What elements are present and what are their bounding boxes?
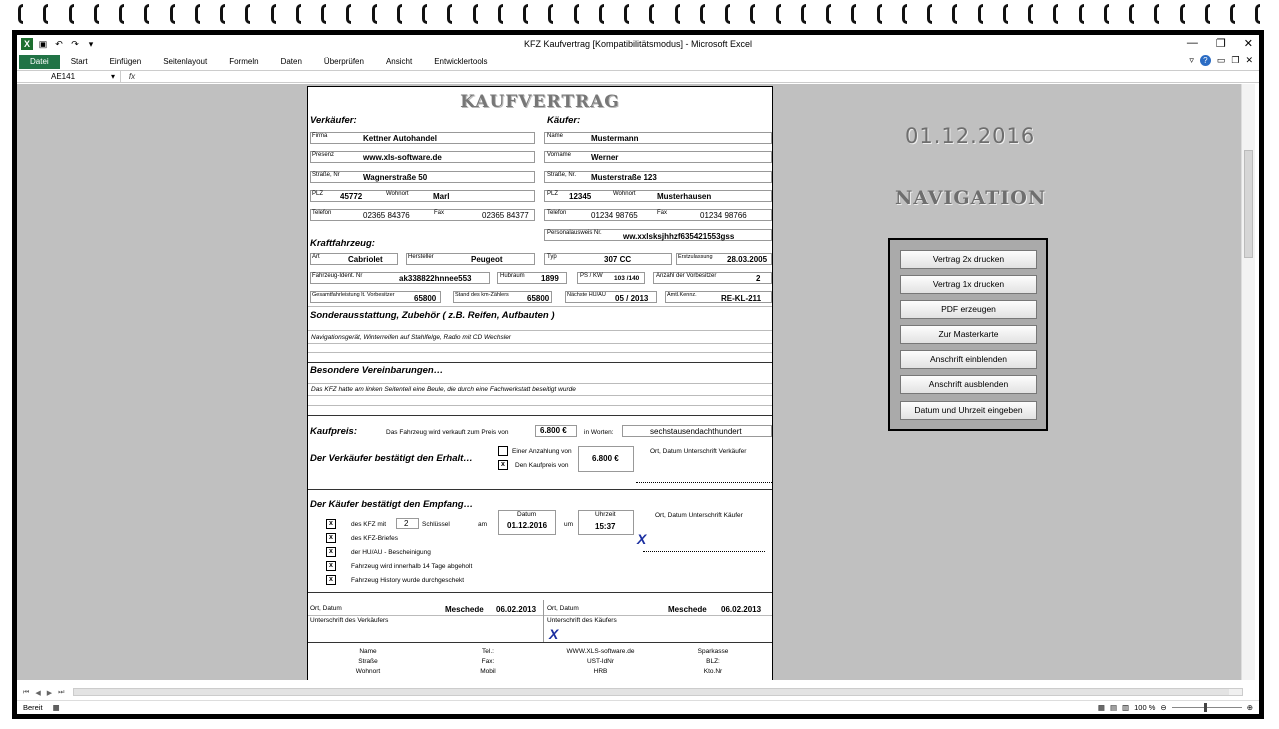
- seller-telefon: 02365 84376: [363, 211, 410, 220]
- excel-icon[interactable]: X: [21, 38, 33, 50]
- help-icon[interactable]: ?: [1200, 55, 1211, 66]
- first-sheet-icon[interactable]: ⏮: [23, 689, 30, 696]
- footer-col4-1: Sparkasse: [697, 648, 729, 655]
- buyer-signature-x: X: [637, 531, 647, 547]
- tab-formeln[interactable]: Formeln: [229, 57, 259, 66]
- kennz-value: RE-KL-211: [721, 294, 762, 303]
- vorbesitzer-value: 2: [756, 274, 761, 283]
- zoom-slider[interactable]: [1172, 707, 1242, 708]
- wb-close-icon[interactable]: ✕: [1245, 55, 1253, 65]
- title-bar: [17, 35, 1259, 55]
- hu-label: Nächste HU/AU: [567, 292, 606, 298]
- seller-wohnort-label: Wohnort: [386, 191, 409, 197]
- erstzulassung-label: Erstzulassung: [678, 254, 713, 260]
- buyer-name: Mustermann: [591, 134, 639, 143]
- seller-telefon-label: Telefon: [312, 210, 332, 216]
- footer-col1-2: Straße: [358, 658, 378, 665]
- page-layout-icon[interactable]: ▤: [1109, 703, 1118, 712]
- wb-minimize-icon[interactable]: ▭: [1216, 55, 1226, 65]
- formula-input[interactable]: [143, 71, 1259, 82]
- item-checkbox-3[interactable]: x: [326, 547, 336, 557]
- status-ready: Bereit: [23, 703, 43, 712]
- seller-ort-datum-label: Ort, Datum: [310, 605, 342, 612]
- buyer-name-label: Name: [547, 133, 564, 139]
- prev-sheet-icon[interactable]: ◀: [35, 690, 41, 697]
- gesamtfahrleistung-label: Gesamtfahrleistung lt. Vorbesitzer: [312, 292, 395, 298]
- ribbon-tabs: [17, 55, 1259, 69]
- status-area: [17, 686, 1259, 714]
- km-label: Stand des km-Zählers: [455, 292, 509, 298]
- footer-col2-2: Fax:: [481, 658, 495, 665]
- undo-icon[interactable]: ↶: [55, 39, 63, 49]
- hide-address-button[interactable]: Anschrift ausblenden: [900, 375, 1037, 394]
- in-words-value: sechstausendachthundert: [650, 427, 742, 436]
- tab-daten[interactable]: Daten: [280, 57, 302, 66]
- wb-restore-icon[interactable]: ❐: [1231, 55, 1240, 65]
- master-card-button[interactable]: Zur Masterkarte: [900, 325, 1037, 344]
- enter-datetime-button[interactable]: Datum und Uhrzeit eingeben: [900, 401, 1037, 420]
- uhrzeit-label: Uhrzeit: [595, 511, 616, 518]
- keys-label: Schlüssel: [422, 521, 450, 528]
- price-text: Das Fahrzeug wird verkauft zum Preis von: [386, 429, 509, 436]
- buyer-name-cell[interactable]: [544, 132, 772, 144]
- navigation-panel: [888, 238, 1048, 431]
- create-pdf-button[interactable]: PDF erzeugen: [900, 300, 1037, 319]
- buyer-wohnort: Musterhausen: [657, 192, 712, 201]
- buyer-ort-datum-label: Ort, Datum: [547, 605, 579, 612]
- save-icon[interactable]: ▣: [38, 39, 48, 49]
- uhrzeit-value: 15:37: [595, 522, 616, 531]
- art-label: Art: [312, 254, 320, 260]
- buyer-heading: Käufer:: [547, 115, 581, 126]
- buyer-ausweis: ww.xxlsksjhhzf635421553gss: [623, 232, 735, 241]
- next-sheet-icon[interactable]: ▶: [46, 690, 53, 697]
- item-checkbox-2[interactable]: x: [326, 533, 336, 543]
- tab-seitenlayout[interactable]: Seitenlayout: [163, 57, 208, 66]
- seller-signature-label: Ort, Datum Unterschrift Verkäufer: [650, 448, 747, 455]
- vertical-scroll-thumb[interactable]: [1244, 150, 1253, 258]
- show-address-button[interactable]: Anschrift einblenden: [900, 350, 1037, 369]
- buyer-receipt-heading: Der Käufer bestätigt den Empfang…: [310, 499, 474, 510]
- footer-col4-2: BLZ:: [706, 658, 720, 665]
- seller-strasse: Wagnerstraße 50: [363, 173, 428, 182]
- current-date: 01.12.2016: [905, 124, 1036, 148]
- footer-col4-3: Kto.Nr: [703, 668, 723, 675]
- buyer-ausweis-label: Personalausweis Nr.: [547, 230, 602, 236]
- in-words-label: in Worten:: [584, 429, 614, 436]
- seller-date: 06.02.2013: [496, 605, 537, 614]
- item-label-4: Fahrzeug wird innerhalb 14 Tage abgeholt: [351, 563, 473, 570]
- item-label-3: der HU/AU - Bescheinigung: [351, 549, 431, 556]
- last-sheet-icon[interactable]: ⏭: [58, 689, 65, 696]
- customize-qat-icon[interactable]: ▾: [88, 39, 94, 49]
- buyer-vorname-label: Vorname: [547, 152, 572, 158]
- horizontal-scroll-thumb[interactable]: [74, 689, 1229, 695]
- buyer-strasse: Musterstraße 123: [591, 173, 657, 182]
- tab-ansicht[interactable]: Ansicht: [385, 57, 413, 66]
- fx-icon[interactable]: fx: [128, 72, 136, 81]
- footer-col2-1: Tel.:: [482, 648, 494, 655]
- page-break-icon[interactable]: ▥: [1122, 703, 1130, 712]
- vertical-scrollbar[interactable]: [1241, 84, 1255, 680]
- datum-label: Datum: [517, 511, 537, 518]
- footer-col3-1: WWW.XLS-software.de: [566, 648, 635, 655]
- buyer-vorname: Werner: [591, 153, 619, 162]
- footer-col1-1: Name: [359, 648, 377, 655]
- buyer-date: 06.02.2013: [721, 605, 762, 614]
- anzahlung-checkbox[interactable]: [498, 446, 508, 456]
- seller-heading: Verkäufer:: [310, 115, 357, 126]
- zoom-control: [1098, 703, 1253, 712]
- buyer-fax-label: Fax: [657, 210, 668, 216]
- item-checkbox-5[interactable]: x: [326, 575, 336, 585]
- print-once-button[interactable]: Vertrag 1x drucken: [900, 275, 1037, 294]
- hersteller-label: Hersteller: [408, 254, 434, 260]
- item-label-1: des KFZ mit: [351, 521, 387, 528]
- normal-view-icon[interactable]: ▦: [1097, 703, 1105, 712]
- item-label-2: des KFZ-Briefes: [351, 535, 398, 542]
- buyer-fax: 01234 98766: [700, 211, 747, 220]
- seller-plz: 45772: [340, 192, 363, 201]
- hubraum-label: Hubraum: [500, 273, 525, 279]
- footer-col1-3: Wohnort: [355, 668, 381, 675]
- hubraum-value: 1899: [541, 274, 559, 283]
- kaufpreis-label: Den Kaufpreis von: [515, 462, 569, 469]
- seller-strasse-label: Straße, Nr: [312, 172, 340, 178]
- item-checkbox-1[interactable]: x: [326, 519, 336, 529]
- seller-fax-label: Fax: [434, 210, 445, 216]
- seller-place: Meschede: [445, 605, 484, 614]
- seller-presenz-label: Presenz: [312, 152, 335, 158]
- redo-icon[interactable]: ↷: [71, 39, 79, 49]
- price-heading: Kaufpreis:: [310, 426, 357, 437]
- restore-icon[interactable]: ❐: [1215, 38, 1226, 50]
- art-value: Cabriolet: [348, 255, 383, 264]
- typ-value: 307 CC: [604, 255, 632, 264]
- excel-window: [12, 30, 1264, 719]
- navigation-title: NAVIGATION: [895, 187, 1047, 209]
- tab-ueberpruefen[interactable]: Überprüfen: [323, 57, 364, 66]
- window-title: KFZ Kaufvertrag [Kompatibilitätsmodus] - Microsoft Excel: [523, 39, 753, 49]
- buyer-plz-label: PLZ: [547, 191, 559, 197]
- keys-count: 2: [404, 519, 409, 528]
- seller-sig-label: Unterschrift des Verkäufers: [310, 617, 389, 624]
- extras-text: Navigationsgerät, Winterreifen auf Stahlfelge, Radio mit CD Wechsler: [311, 334, 511, 341]
- formula-bar: [17, 70, 1259, 83]
- tab-datei[interactable]: Datei: [19, 55, 60, 69]
- am-label: am: [478, 521, 488, 528]
- anzahlung-label: Einer Anzahlung von: [512, 448, 572, 455]
- item-checkbox-4[interactable]: x: [326, 561, 336, 571]
- ident-value: ak338822hnnee553: [399, 274, 472, 283]
- spiral-binding: [0, 0, 1279, 26]
- ident-label: Fahrzeug-Ident. Nr: [312, 273, 363, 279]
- tab-einfuegen[interactable]: Einfügen: [109, 57, 142, 66]
- gesamtfahrleistung-value: 65800: [414, 294, 437, 303]
- zoom-in-icon[interactable]: ⊕: [1246, 703, 1253, 712]
- ps-label: PS / KW: [580, 273, 603, 279]
- km-value: 65800: [527, 294, 550, 303]
- seller-fax: 02365 84377: [482, 211, 529, 220]
- tab-start[interactable]: Start: [70, 57, 88, 66]
- buyer-telefon-label: Telefon: [547, 210, 567, 216]
- horizontal-scrollbar[interactable]: [73, 688, 1243, 696]
- agreements-heading: Besondere Vereinbarungen…: [310, 365, 444, 376]
- macro-record-icon[interactable]: ▦: [52, 703, 60, 712]
- vorbesitzer-label: Anzahl der Vorbesitzer: [656, 273, 717, 279]
- buyer-strasse-cell[interactable]: [544, 171, 772, 183]
- seller-plz-label: PLZ: [312, 191, 324, 197]
- buyer-place: Meschede: [668, 605, 707, 614]
- item-label-5: Fahrzeug History wurde durchgeschekt: [351, 577, 465, 584]
- ps-value: 103 /140: [614, 275, 640, 282]
- contract-sheet: [307, 86, 773, 680]
- name-box[interactable]: AE141 ▾: [17, 71, 121, 82]
- print-twice-button[interactable]: Vertrag 2x drucken: [900, 250, 1037, 269]
- zoom-out-icon[interactable]: ⊖: [1160, 703, 1167, 712]
- kennz-label: Amtl.Kennz.: [667, 292, 697, 298]
- tab-entwicklertools[interactable]: Entwicklertools: [434, 57, 488, 66]
- buyer-wohnort-label: Wohnort: [613, 191, 636, 197]
- buyer-final-signature-x: X: [549, 626, 559, 642]
- buyer-signature-line: [643, 551, 765, 552]
- agreements-text: Das KFZ hatte am linken Seitenteil eine Beule, die durch eine Fachwerkstatt beseitigt wurde: [311, 386, 576, 393]
- erstzulassung-value: 28.03.2005: [727, 255, 768, 264]
- zoom-level[interactable]: 100 %: [1134, 703, 1156, 712]
- um-label: um: [564, 521, 574, 528]
- buyer-signature-label: Ort, Datum Unterschrift Käufer: [655, 512, 743, 519]
- contract-title: KAUFVERTRAG: [460, 92, 620, 112]
- typ-label: Typ: [547, 254, 557, 260]
- footer-col3-2: UST-IdNr: [586, 658, 615, 665]
- close-icon[interactable]: ✕: [1243, 38, 1253, 50]
- buyer-vorname-cell[interactable]: [544, 151, 772, 163]
- seller-presenz: www.xls-software.de: [363, 153, 442, 162]
- receipt-heading: Der Verkäufer bestätigt den Erhalt…: [310, 453, 473, 464]
- buyer-telefon: 01234 98765: [591, 211, 638, 220]
- buyer-strasse-label: Straße, Nr.: [547, 172, 577, 178]
- footer-col2-3: Mobil: [480, 668, 496, 675]
- seller-wohnort: Marl: [433, 192, 450, 201]
- ribbon-collapse-icon[interactable]: ▿: [1189, 55, 1194, 65]
- kaufpreis-value: 6.800 €: [592, 454, 619, 463]
- hersteller-value: Peugeot: [471, 255, 503, 264]
- worksheet[interactable]: [17, 84, 1246, 680]
- vehicle-heading: Kraftfahrzeug:: [310, 238, 375, 249]
- status-bar: [17, 700, 1259, 714]
- extras-heading: Sonderausstattung, Zubehör ( z.B. Reifen, Aufbauten ): [310, 310, 555, 321]
- datum-value: 01.12.2016: [507, 521, 548, 530]
- seller-firma: Kettner Autohandel: [363, 134, 437, 143]
- buyer-sig-label: Unterschrift des Käufers: [547, 617, 617, 624]
- buyer-plz: 12345: [569, 192, 592, 201]
- seller-firma-label: Firma: [312, 133, 328, 139]
- minimize-icon[interactable]: —: [1186, 37, 1198, 49]
- price-value: 6.800 €: [540, 426, 567, 435]
- footer-col3-3: HRB: [593, 668, 608, 675]
- seller-signature-line: [636, 482, 772, 483]
- hu-value: 05 / 2013: [615, 294, 649, 303]
- kaufpreis-checkbox[interactable]: x: [498, 460, 508, 470]
